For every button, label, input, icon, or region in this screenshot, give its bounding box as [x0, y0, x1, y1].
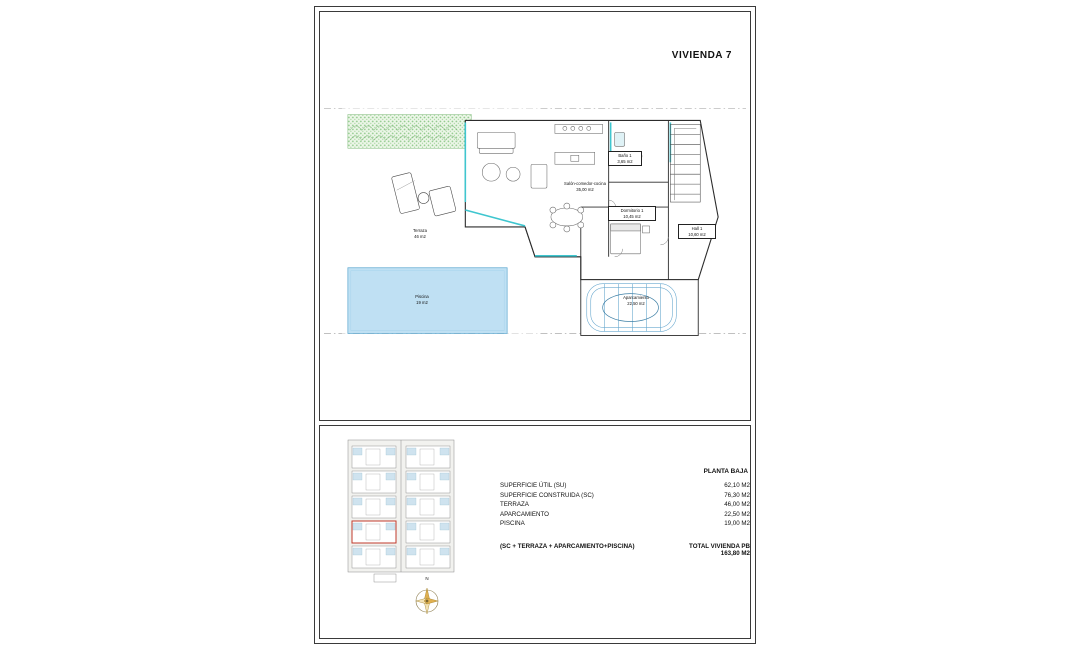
floor-plan-panel [319, 11, 751, 421]
schedule-row [500, 511, 750, 518]
room-label-bano-1: Baño 1 3,65 m2 [608, 151, 642, 166]
room-label-piscina: Piscina 19 m2 [415, 294, 429, 305]
schedule-row [500, 501, 750, 508]
schedule-value: 22,50 M2 [724, 510, 750, 518]
compass-rose-icon [410, 582, 444, 616]
compass-north-label: N [425, 576, 429, 581]
schedule-row [500, 482, 750, 489]
schedule-value: 62,10 M2 [724, 482, 750, 489]
schedule-value: 76,30 M2 [724, 491, 750, 499]
compass [410, 576, 444, 616]
room-label-aparcamiento: Aparcamiento 22,50 m2 [623, 295, 649, 306]
schedule-value: 46,00 M2 [724, 501, 750, 508]
schedule-total-row [500, 543, 750, 557]
schedule-label: TERRAZA [500, 501, 529, 508]
room-label-hall-1: Hall 1 10,60 m2 [678, 224, 716, 239]
schedule-formula: (SC + TERRAZA + APARCAMIENTO+PISCINA) [500, 543, 635, 550]
schedule-label: SUPERFICIE ÚTIL (SU) [500, 482, 567, 489]
key-plan-diagram [346, 438, 456, 583]
drawing-sheet [314, 6, 756, 644]
room-label-salon: Salón-comedor-cocina 35,00 m2 [564, 181, 606, 192]
schedule-total-value: 163,80 M2 [720, 550, 750, 557]
room-label-dormitorio-1: Dormitorio 1 10,45 m2 [608, 206, 656, 221]
page-title: VIVIENDA 7 [671, 50, 732, 61]
schedule-label: SUPERFICIE CONSTRUIDA (SC) [500, 491, 594, 499]
schedule-label: PISCINA [500, 520, 525, 527]
schedule-row [500, 520, 750, 527]
schedule-value: 19,00 M2 [724, 520, 750, 527]
schedule-label: APARCAMIENTO [500, 510, 549, 518]
schedule-total-label: TOTAL VIVIENDA PB [689, 543, 750, 550]
summary-panel [319, 425, 751, 639]
room-label-terraza: Terraza 46 m2 [413, 228, 427, 239]
floor-plan-drawing [320, 12, 750, 420]
schedule-row [500, 492, 750, 499]
area-schedule [500, 468, 750, 557]
schedule-header: PLANTA BAJA [703, 468, 748, 475]
